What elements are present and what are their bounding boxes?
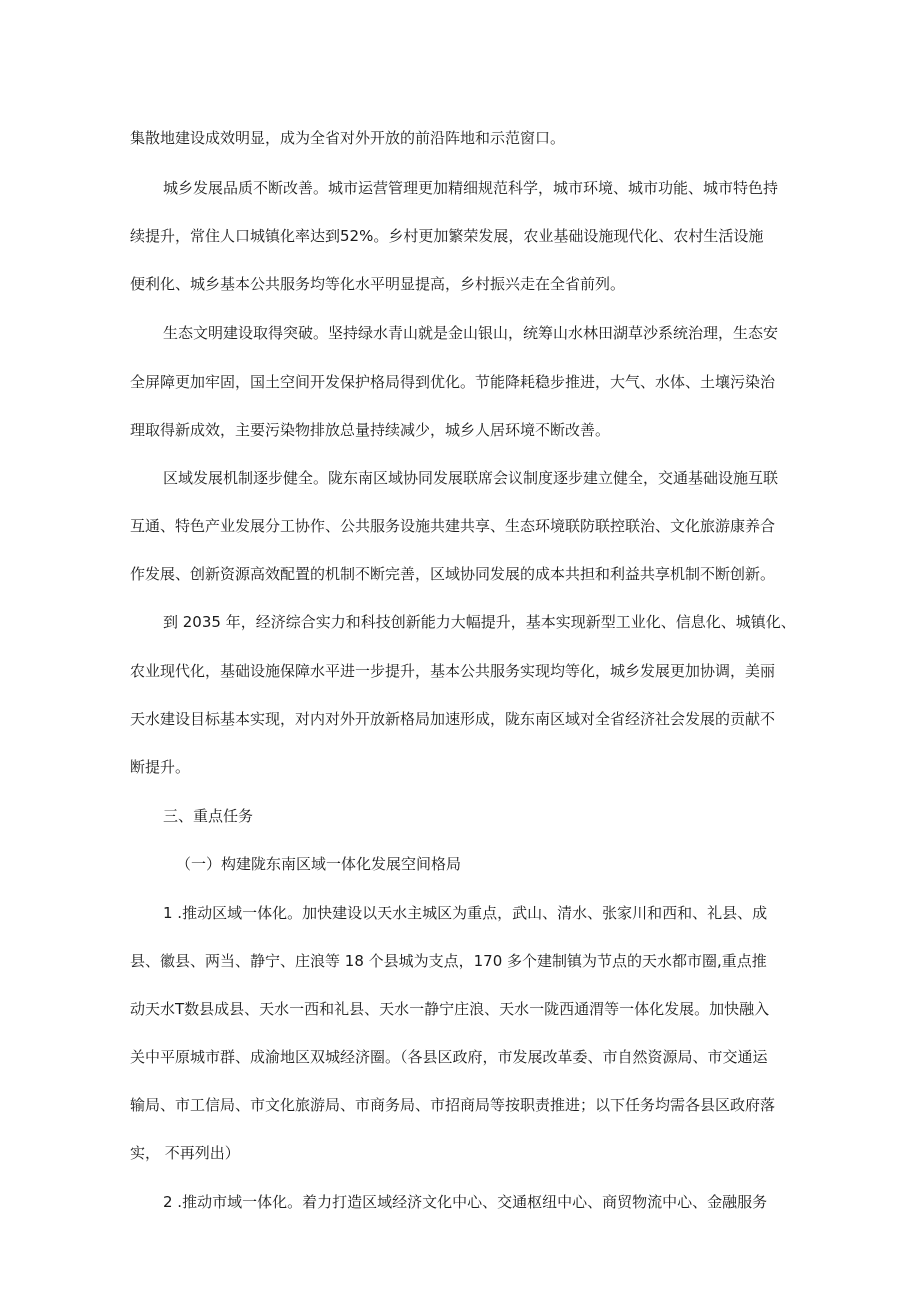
line-text: 关中平原城市群、成渝地区双城经济圈。（各县区政府，市发展改革委、市自然资源局、市交通运 bbox=[130, 1048, 768, 1066]
line-text: 互通、特色产业发展分工协作、公共服务设施共建共享、生态环境联防联控联治、文化旅游康养合 bbox=[130, 517, 776, 535]
line-text: 1 .推动区域一体化。加快建设以天水主城区为重点，武山、清水、张家川和西和、礼县、成 bbox=[163, 904, 768, 922]
line-text: 2 .推动市域一体化。着力打造区域经济文化中心、交通枢纽中心、商贸物流中心、金融服务 bbox=[163, 1193, 768, 1211]
line-text: 便利化、城乡基本公共服务均等化水平明显提高，乡村振兴走在全省前列。 bbox=[130, 275, 626, 293]
line-text: 到 2035 年，经济综合实力和科技创新能力大幅提升，基本实现新型工业化、信息化、城镇化、 bbox=[163, 613, 796, 631]
line-text: 续提升，常住人口城镇化率达到52%。乡村更加繁荣发展，农业基础设施现代化、农村生活设施 bbox=[130, 227, 764, 245]
line-text: 区域发展机制逐步健全。陇东南区域协同发展联席会议制度逐步建立健全，交通基础设施互联 bbox=[163, 469, 779, 487]
line-text: 输局、市工信局、市文化旅游局、市商务局、市招商局等按职责推进；以下任务均需各县区政府落 bbox=[130, 1096, 776, 1114]
line-text: 天水建设目标基本实现，对内对外开放新格局加速形成，陇东南区域对全省经济社会发展的贡献不 bbox=[130, 710, 776, 728]
line-text: 城乡发展品质不断改善。城市运营管理更加精细规范科学，城市环境、城市功能、城市特色持 bbox=[163, 179, 779, 197]
line-text: 动天水T数县成县、天水一西和礼县、天水一静宁庄浪、天水一陇西通渭等一体化发展。加快融入 bbox=[130, 1000, 770, 1018]
line-text: 理取得新成效，主要污染物排放总量持续减少，城乡人居环境不断改善。 bbox=[130, 421, 611, 439]
line-text: 农业现代化，基础设施保障水平进一步提升，基本公共服务实现均等化，城乡发展更加协调，美丽 bbox=[130, 662, 776, 680]
subsection-heading-text: （一）构建陇东南区域一体化发展空间格局 bbox=[176, 855, 462, 873]
line-text: 生态文明建设取得突破。坚持绿水青山就是金山银山，统筹山水林田湖草沙系统治理，生态安 bbox=[163, 324, 779, 342]
section-heading-text: 三、重点任务 bbox=[163, 807, 254, 825]
line-text: 作发展、创新资源高效配置的机制不断完善，区域协同发展的成本共担和利益共享机制不断创新。 bbox=[130, 565, 776, 583]
line-text: 断提升。 bbox=[130, 758, 191, 776]
line-text: 全屏障更加牢固，国土空间开发保护格局得到优化。节能降耗稳步推进，大气、水体、土壤污染治 bbox=[130, 373, 776, 391]
line-text: 县、徽县、两当、静宁、庄浪等 18 个县城为支点，170 多个建制镇为节点的天水都市圈,重点推 bbox=[130, 952, 767, 970]
line-text: 集散地建设成效明显，成为全省对外开放的前沿阵地和示范窗口。 bbox=[130, 129, 566, 147]
line-text: 实， 不再列出） bbox=[130, 1144, 240, 1162]
